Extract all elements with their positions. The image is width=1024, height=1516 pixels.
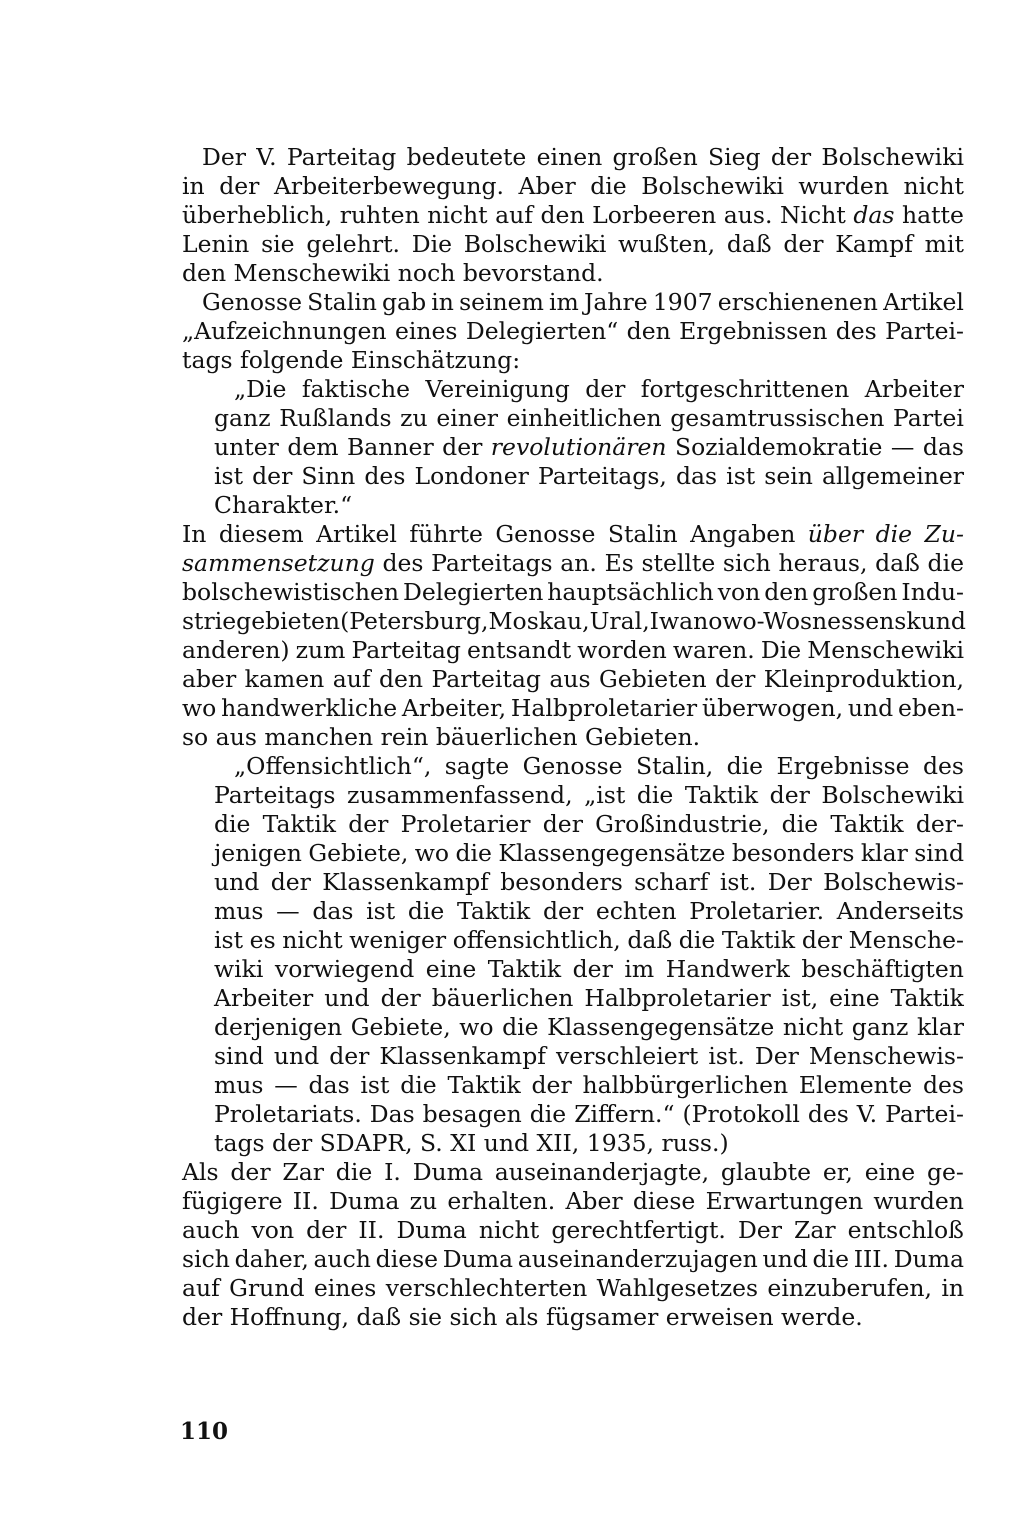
text-line: wo handwerkliche Arbeiter, Halbproletarier überwogen, und eben- — [182, 694, 964, 722]
quote-line: und der Klassenkampf besonders scharf ist. Der Bolschewis- — [214, 868, 964, 896]
paragraph-3 — [182, 520, 964, 752]
paragraph-1 — [182, 143, 964, 288]
page-text-block — [182, 143, 964, 1332]
quote-line: die Taktik der Proletarier der Großindustrie, die Taktik der- — [214, 810, 964, 838]
quote-line: unter dem Banner der revolutionären Sozialdemokratie — das — [214, 433, 964, 461]
text-line: aber kamen auf den Parteitag aus Gebieten der Kleinproduktion, — [182, 665, 964, 693]
quote-line: mus — das ist die Taktik der echten Proletarier. Anderseits — [214, 897, 964, 925]
text-line: bolschewistischen Delegierten hauptsächlich von den großen Indu- — [182, 578, 964, 606]
text-line: sammensetzung des Parteitags an. Es stellte sich heraus, daß die — [182, 549, 964, 577]
quote-line: Arbeiter und der bäuerlichen Halbproletarier ist, eine Taktik — [214, 984, 964, 1012]
text-line: in der Arbeiterbewegung. Aber die Bolschewiki wurden nicht — [182, 172, 964, 200]
quote-line: „Offensichtlich“, sagte Genosse Stalin, die Ergebnisse des — [234, 752, 964, 780]
text-line: fügigere II. Duma zu erhalten. Aber diese Erwartungen wurden — [182, 1187, 964, 1215]
text-line: auch von der II. Duma nicht gerechtfertigt. Der Zar entschloß — [182, 1216, 964, 1244]
quote-line: jenigen Gebiete, wo die Klassengegensätze besonders klar sind — [214, 839, 964, 867]
quote-line: mus — das ist die Taktik der halbbürgerlichen Elemente des — [214, 1071, 964, 1099]
text-line: Der V. Parteitag bedeutete einen großen Sieg der Bolschewiki — [202, 143, 964, 171]
text-line: Lenin sie gelehrt. Die Bolschewiki wußten, daß der Kampf mit — [182, 230, 964, 258]
quote-line: Charakter.“ — [214, 491, 353, 519]
text-line: Als der Zar die I. Duma auseinanderjagte, glaubte er, eine ge- — [182, 1158, 964, 1186]
quote-line: ganz Rußlands zu einer einheitlichen gesamtrussischen Partei — [214, 404, 964, 432]
page-number: 110 — [180, 1418, 229, 1445]
quote-line: wiki vorwiegend eine Taktik der im Handwerk beschäftigten — [214, 955, 964, 983]
text-line: so aus manchen rein bäuerlichen Gebieten. — [182, 723, 701, 751]
quote-line: „Die faktische Vereinigung der fortgeschrittenen Arbeiter — [234, 375, 964, 403]
block-quote-2 — [182, 752, 964, 1158]
text-line: überheblich, ruhten nicht auf den Lorbeeren aus. Nicht das hatte — [182, 201, 964, 229]
quote-line: sind und der Klassenkampf verschleiert ist. Der Menschewis- — [214, 1042, 964, 1070]
quote-line: tags der SDAPR, S. XI und XII, 1935, russ.) — [214, 1129, 729, 1157]
quote-line: derjenigen Gebiete, wo die Klassengegensätze nicht ganz klar — [214, 1013, 964, 1041]
paragraph-2 — [182, 288, 964, 375]
text-line: sich daher, auch diese Duma auseinanderzujagen und die III. Duma — [182, 1245, 964, 1273]
text-line: der Hoffnung, daß sie sich als fügsamer erweisen werde. — [182, 1303, 863, 1331]
paragraph-4 — [182, 1158, 964, 1332]
quote-line: Parteitags zusammenfassend, „ist die Taktik der Bolschewiki — [214, 781, 964, 809]
text-line: anderen) zum Parteitag entsandt worden waren. Die Menschewiki — [182, 636, 964, 664]
text-line: striegebieten (Petersburg, Moskau, Ural, Iwanowo-Wosnessensk und — [182, 607, 966, 635]
quote-line: ist der Sinn des Londoner Parteitags, das ist sein allgemeiner — [214, 462, 964, 490]
text-line: den Menschewiki noch bevorstand. — [182, 259, 604, 287]
text-line: „Aufzeichnungen eines Delegierten“ den Ergebnissen des Partei- — [182, 317, 964, 345]
text-line: auf Grund eines verschlechterten Wahlgesetzes einzuberufen, in — [182, 1274, 964, 1302]
text-line: Genosse Stalin gab in seinem im Jahre 1907 erschienenen Artikel — [202, 288, 964, 316]
block-quote-1 — [182, 375, 964, 520]
quote-line: ist es nicht weniger offensichtlich, daß die Taktik der Mensche- — [214, 926, 964, 954]
quote-line: Proletariats. Das besagen die Ziffern.“ (Protokoll des V. Partei- — [214, 1100, 964, 1128]
text-line: In diesem Artikel führte Genosse Stalin Angaben über die Zu- — [182, 520, 964, 548]
text-line: tags folgende Einschätzung: — [182, 346, 521, 374]
